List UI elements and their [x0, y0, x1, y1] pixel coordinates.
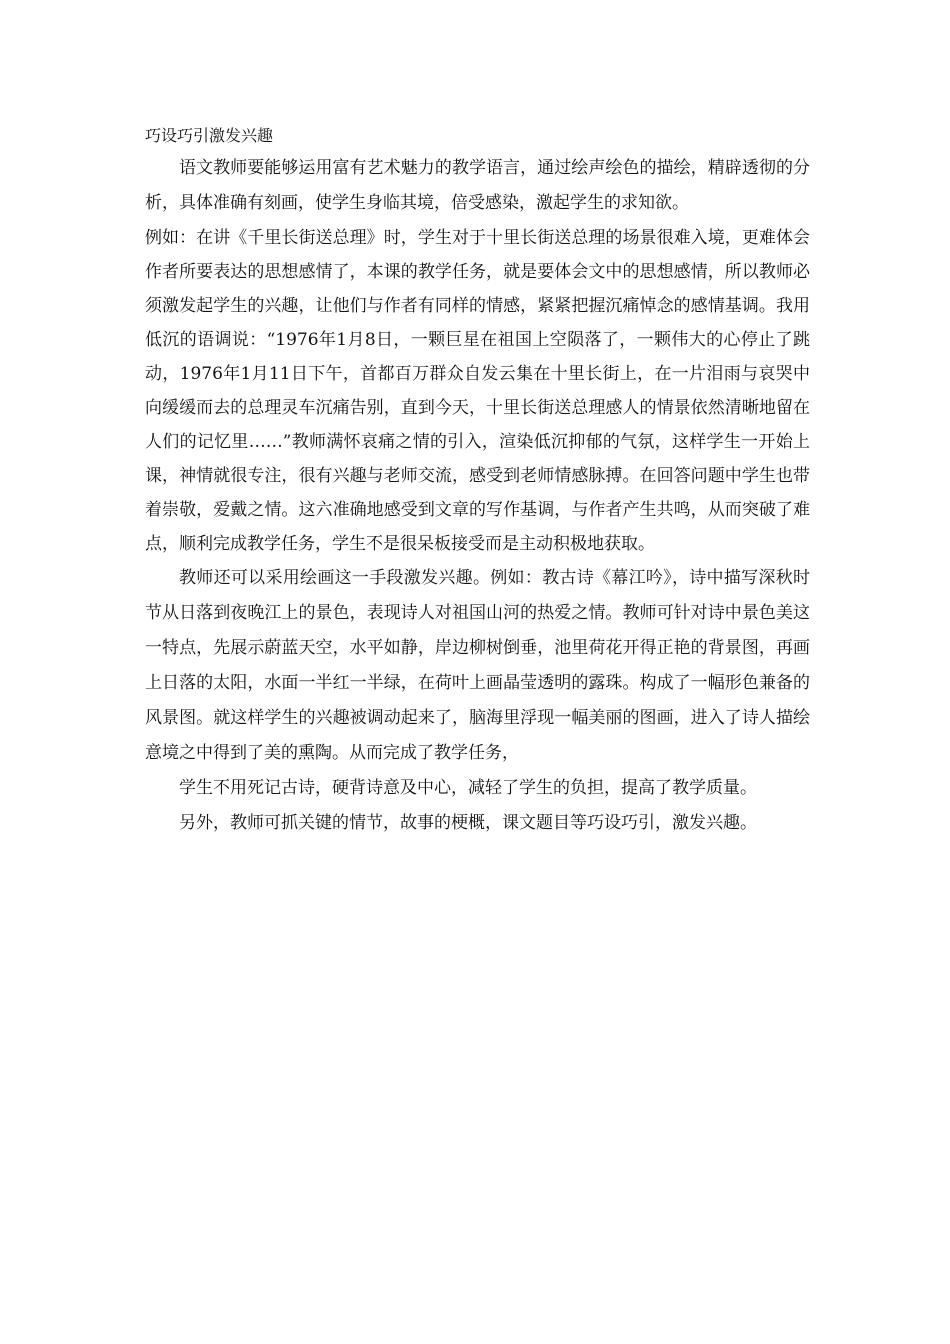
document-title: 巧设巧引激发兴趣 — [145, 126, 274, 145]
paragraph-result: 学生不用死记古诗，硬背诗意及中心，减轻了学生的负担，提高了教学质量。 — [179, 778, 757, 798]
paragraph-example-memorial: 例如：在讲《千里长街送总理》时，学生对于十里长街送总理的场景很难入境，更难体会作者所要表达的思想感情了，本课的教学任务，就是要体会文中的思想感情，所以教师必须激发起学生的兴趣，让他们与作者有同样的情感，紧紧把握沉痛悼念的感情基调。我用低沉的语调说：“1976年1月8日，一颗巨星在祖国上空陨落了，一颗伟大的心停止了跳动，1976年1月11日下午，首都百万群众自发云集在十里长街上，在一片泪雨与哀哭中向缓缓而去的总理灵车沉痛告别，直到今天，十里长街送总理感人的情景依然清晰地留在人们的记忆里……”教师满怀哀痛之情的引入，渲染低沉抑郁的气氛，这样学生一开始上课，神情就很专注，很有兴趣与老师交流，感受到老师情感脉搏。在回答问题中学生也带着崇敬，爱戴之情。这六准确地感受到文章的写作基调，与作者产生共鸣，从而突破了难点，顺利完成教学任务，学生不是很呆板接受而是主动积极地获取。 — [145, 228, 810, 554]
paragraph-conclusion: 另外，教师可抓关键的情节，故事的梗概，课文题目等巧设巧引，激发兴趣。 — [179, 813, 757, 833]
paragraph-intro: 语文教师要能够运用富有艺术魅力的教学语言，通过绘声绘色的描绘，精辟透彻的分析，具体准确有刻画，使学生身临其境，倍受感染，激起学生的求知欲。 — [145, 158, 810, 213]
document-body — [145, 124, 810, 841]
paragraph-painting-method: 教师还可以采用绘画这一手段激发兴趣。例如：教古诗《幕江吟》，诗中描写深秋时节从日落到夜晚江上的景色，表现诗人对祖国山河的热爱之情。教师可针对诗中景色美这一特点，先展示蔚蓝天空，水平如静，岸边柳树倒垂，池里荷花开得正艳的背景图，再画上日落的太阳，水面一半红一半绿，在荷叶上画晶莹透明的露珠。构成了一幅形色兼备的风景图。就这样学生的兴趣被调动起来了，脑海里浮现一幅美丽的图画，进入了诗人描绘意境之中得到了美的熏陶。从而完成了教学任务， — [145, 568, 810, 763]
